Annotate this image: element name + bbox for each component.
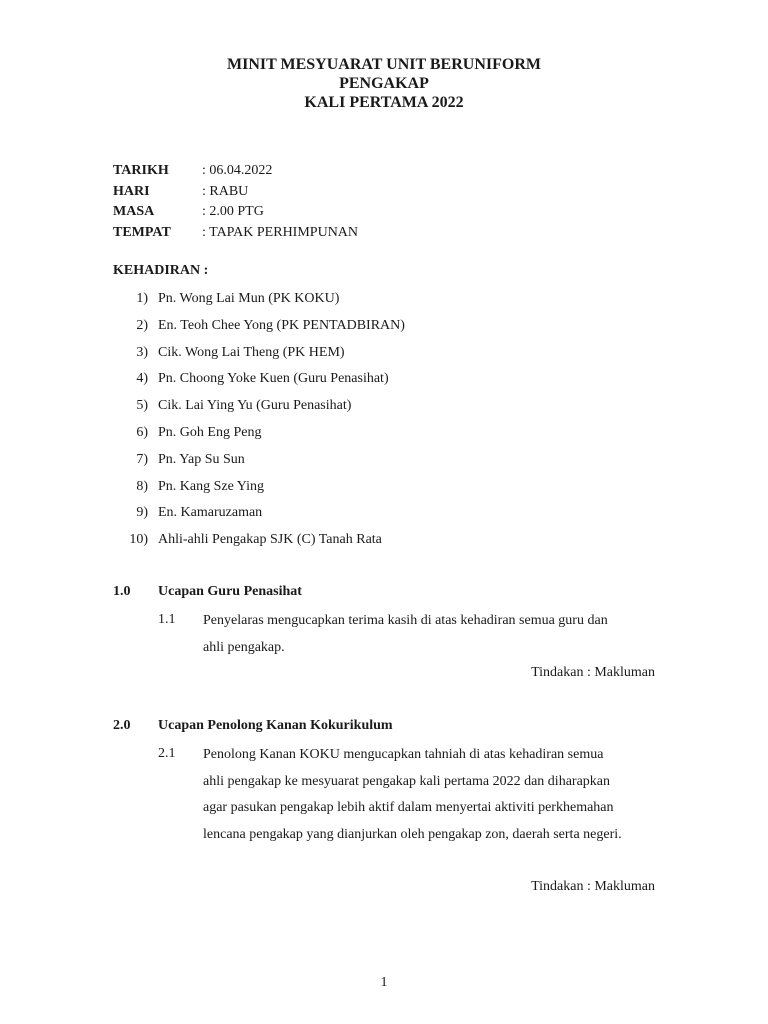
list-item-name: Pn. Goh Eng Peng	[158, 424, 262, 440]
info-value: : 06.04.2022	[202, 163, 273, 178]
list-item-number: 4)	[136, 371, 148, 387]
document-title	[0, 55, 768, 112]
list-item-number: 1)	[136, 291, 148, 306]
list-item-number: 5)	[136, 398, 148, 414]
kehadiran-heading: KEHADIRAN :	[113, 263, 209, 278]
list-item-name: Ahli-ahli Pengakap SJK (C) Tanah Rata	[158, 532, 382, 548]
list-item-name: Pn. Wong Lai Mun (PK KOKU)	[158, 291, 340, 306]
item-text-line: ahli pengakap ke mesyuarat pengakap kali pertama 2022 dan diharapkan	[203, 773, 611, 789]
item-number: 2.1	[158, 746, 176, 761]
list-item-number: 7)	[136, 451, 148, 467]
list-item-name: En. Teoh Chee Yong (PK PENTADBIRAN)	[158, 317, 405, 333]
section-number: 1.0	[113, 584, 131, 599]
info-label: HARI	[113, 183, 150, 199]
list-item-number: 2)	[136, 317, 148, 333]
list-item-name: Pn. Choong Yoke Kuen (Guru Penasihat)	[158, 371, 389, 387]
item-text-line: lencana pengakap yang dianjurkan oleh pengakap zon, daerah serta negeri.	[203, 826, 622, 842]
section-title: Ucapan Guru Penasihat	[158, 584, 302, 599]
list-item-number: 3)	[136, 344, 148, 360]
section-title: Ucapan Penolong Kanan Kokurikulum	[158, 718, 393, 733]
tindakan-label: Tindakan : Makluman	[531, 665, 655, 680]
item-number: 1.1	[158, 612, 176, 627]
info-label: TEMPAT	[113, 224, 171, 240]
item-text-line: ahli pengakap.	[203, 639, 285, 655]
info-label: TARIKH	[113, 163, 169, 178]
list-item-name: Pn. Yap Su Sun	[158, 451, 245, 467]
item-text-line: Penyelaras mengucapkan terima kasih di atas kehadiran semua guru dan	[203, 613, 608, 628]
list-item-name: Pn. Kang Sze Ying	[158, 478, 265, 494]
list-item-number: 8)	[136, 478, 148, 494]
info-label: MASA	[113, 204, 155, 219]
list-item-name: En. Kamaruzaman	[158, 505, 263, 521]
item-text-line: Penolong Kanan KOKU mengucapkan tahniah di atas kehadiran semua	[203, 747, 604, 762]
list-item-number: 6)	[136, 424, 148, 440]
list-item-number: 10)	[129, 532, 148, 548]
list-item-name: Cik. Wong Lai Theng (PK HEM)	[158, 344, 345, 360]
item-text	[203, 742, 663, 848]
page-number: 1	[380, 975, 388, 990]
info-value: : 2.00 PTG	[202, 204, 264, 219]
item-text-line: agar pasukan pengakap lebih aktif dalam menyertai aktiviti perkhemahan	[203, 800, 614, 816]
title-line-3: KALI PERTAMA 2022	[304, 94, 464, 111]
title-line-1: MINIT MESYUARAT UNIT BERUNIFORM	[227, 56, 541, 73]
tindakan-label: Tindakan : Makluman	[531, 879, 655, 894]
item-text	[203, 608, 663, 661]
list-item-name: Cik. Lai Ying Yu (Guru Penasihat)	[158, 398, 352, 414]
title-line-2: PENGAKAP	[339, 75, 429, 92]
info-value: : TAPAK PERHIMPUNAN	[202, 224, 359, 240]
section-number: 2.0	[113, 718, 131, 733]
info-value: : RABU	[202, 183, 249, 199]
list-item-number: 9)	[136, 505, 148, 521]
